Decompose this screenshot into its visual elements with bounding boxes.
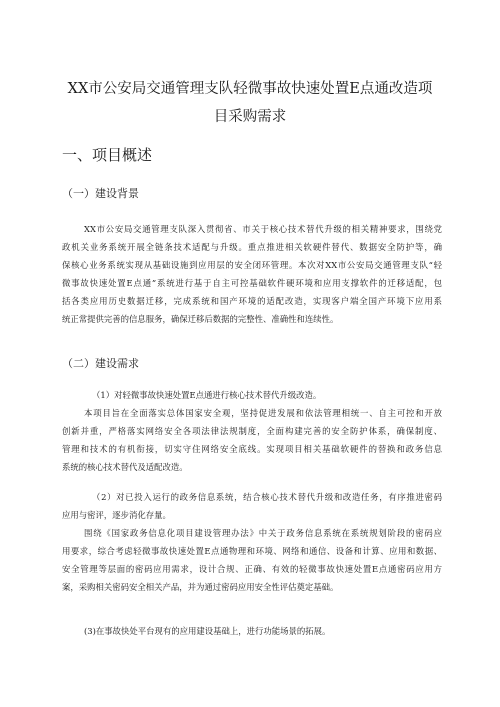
text-line: 创新并重，严格落实网络安全各项法律法规制度，全面构建完善的安全防护体系，确保制度、	[62, 426, 442, 436]
paragraph-requirement-2	[62, 488, 442, 596]
text-line: 围绕《国家政务信息化项目建设管理办法》中关于政务信息系统在系统规划阶段的密码应	[84, 528, 442, 538]
paragraph-requirement-3	[62, 622, 442, 640]
text-line: 管理和技术的有机衔接，切实守住网络安全底线。实现项目相关基础软硬件的替换和政务信息	[62, 444, 442, 454]
text-line: 微事故快速处置E点通”系统进行基于自主可控基础软件硬环境和应用支撑软件的迁移适配，包	[62, 278, 442, 288]
text-line: (3)在事故快处平台现有的应用建设基础上，进行功能场景的拓展。	[84, 626, 331, 636]
paragraph-requirement-1	[62, 386, 442, 476]
text-line: XX市公安局交通管理支队深入贯彻省、市关于核心技术替代升级的相关精神要求，围绕党	[84, 224, 442, 234]
text-line: 保核心业务系统实现从基础设施到应用层的安全闭环管理。本次对XX市公安局交通管理支队“轻	[62, 260, 442, 270]
text-line: 括各类应用历史数据迁移，完成系统和国产环境的适配改造，实现客户端全国产环境下应用系	[62, 296, 442, 306]
text-line: （1）对轻微事故快速处置E点通进行核心技术替代升级改造。	[92, 390, 322, 400]
document-title-line-2: 目采购需求	[213, 109, 287, 125]
text-line: 安全管理等层面的密码应用需求，设计合规、正确、有效的轻微事故快速处置E点通密码应用方	[62, 564, 442, 574]
document-title-line-1: XX市公安局交通管理支队轻微事故快速处置E点通改造项	[67, 81, 433, 97]
text-line: 政机关业务系统开展全链条技术适配与升级。重点推进相关软硬件替代、数据安全防护等，确	[62, 242, 442, 252]
text-line: （2）对已投入运行的政务信息系统，结合核心技术替代升级和改造任务，有序推进密码	[92, 492, 442, 502]
text-line: 本项目旨在全面落实总体国家安全观，坚持促进发展和依法管理相统一、自主可控和开放	[84, 408, 442, 418]
paragraph-background	[62, 220, 442, 328]
text-line: 系统的核心技术替代及适配改造。	[62, 462, 188, 472]
subsection-heading-background: （一）建设背景	[62, 187, 139, 200]
text-line: 用要求，综合考虑轻微事故快速处置E点通物理和环境、网络和通信、设备和计算、应用和数据、	[62, 546, 442, 556]
subsection-heading-requirements: （二）建设需求	[62, 357, 139, 370]
text-line: 案，采购相关密码安全相关产品，并为通过密码应用安全性评估奠定基础。	[62, 582, 339, 592]
section-heading-overview: 一、项目概述	[62, 146, 153, 164]
text-line: 统正常提供完善的信息服务，确保迁移后数据的完整性、准确性和连续性。	[62, 314, 339, 324]
text-line: 应用与密评，逐步消化存量。	[62, 510, 171, 520]
